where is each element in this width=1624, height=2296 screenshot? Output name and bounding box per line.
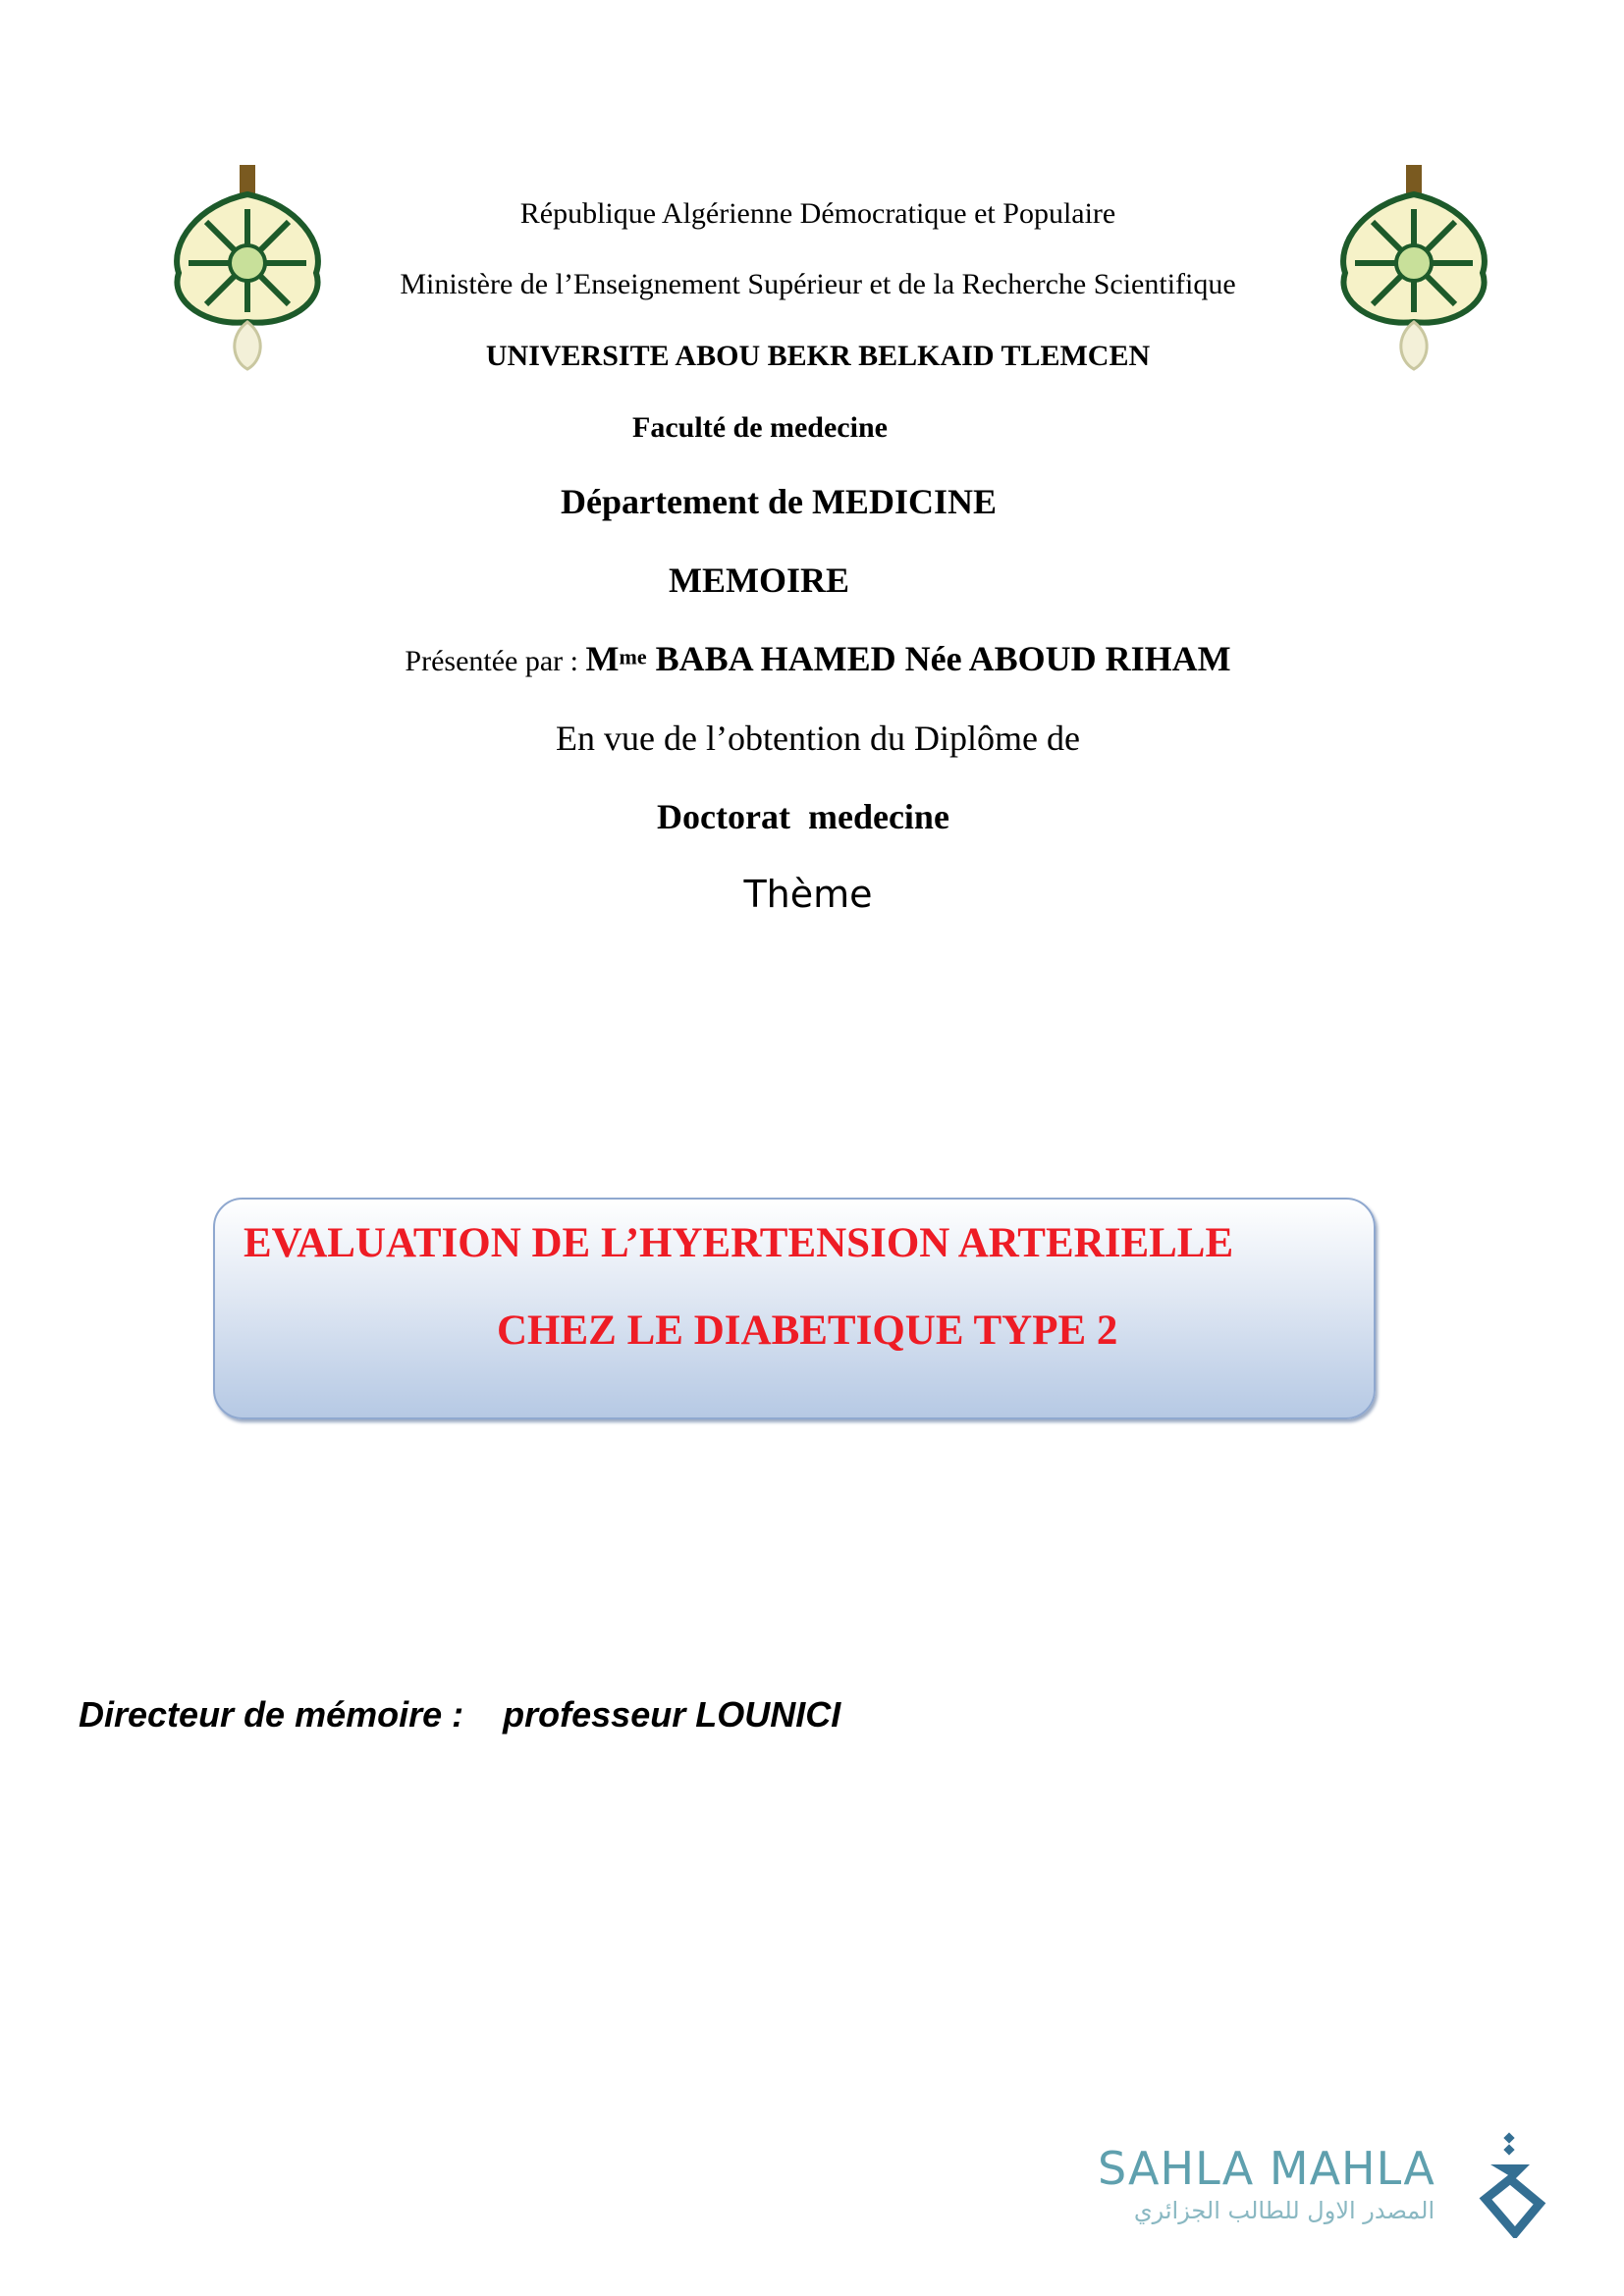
university-emblem-left <box>169 165 326 371</box>
purpose-line: En vue de l’obtention du Diplôme de <box>556 719 1080 758</box>
director-line <box>79 1694 840 1735</box>
republic-line: République Algérienne Démocratique et Populaire <box>519 197 1116 230</box>
theme-label: Thème <box>743 873 873 916</box>
presented-by <box>405 638 1230 679</box>
ministry-line: Ministère de l’Enseignement Supérieur et de la Recherche Scientifique <box>400 268 1236 300</box>
watermark-brand: SAHLA MAHLA <box>1098 2142 1435 2195</box>
watermark-tagline: المصدر الاول للطالب الجزائري <box>1133 2197 1435 2224</box>
university-name: UNIVERSITE ABOU BEKR BELKAID TLEMCEN <box>485 340 1151 372</box>
presented-by-label: Présentée par : <box>405 645 586 677</box>
university-emblem-right <box>1335 165 1492 371</box>
theme-title-line-1: EVALUATION DE L’HYERTENSION ARTERIELLE <box>244 1220 1234 1266</box>
department-name: Département de MEDICINE <box>561 482 997 521</box>
theme-title-line-2: CHEZ LE DIABETIQUE TYPE 2 <box>497 1308 1118 1354</box>
watermark-logo-icon <box>1476 2130 1549 2238</box>
director-name: professeur LOUNICI <box>503 1694 841 1735</box>
faculty-name: Faculté de medecine <box>632 411 888 444</box>
director-label: Directeur de mémoire : <box>79 1694 464 1735</box>
document-type: MEMOIRE <box>669 561 849 600</box>
sahla-mahla-watermark <box>1098 2130 1549 2243</box>
title-sup: me <box>619 644 647 669</box>
degree-name: Doctorat medecine <box>657 797 949 836</box>
title-prefix: M <box>585 639 620 678</box>
author-name: BABA HAMED Née ABOUD RIHAM <box>646 639 1231 678</box>
